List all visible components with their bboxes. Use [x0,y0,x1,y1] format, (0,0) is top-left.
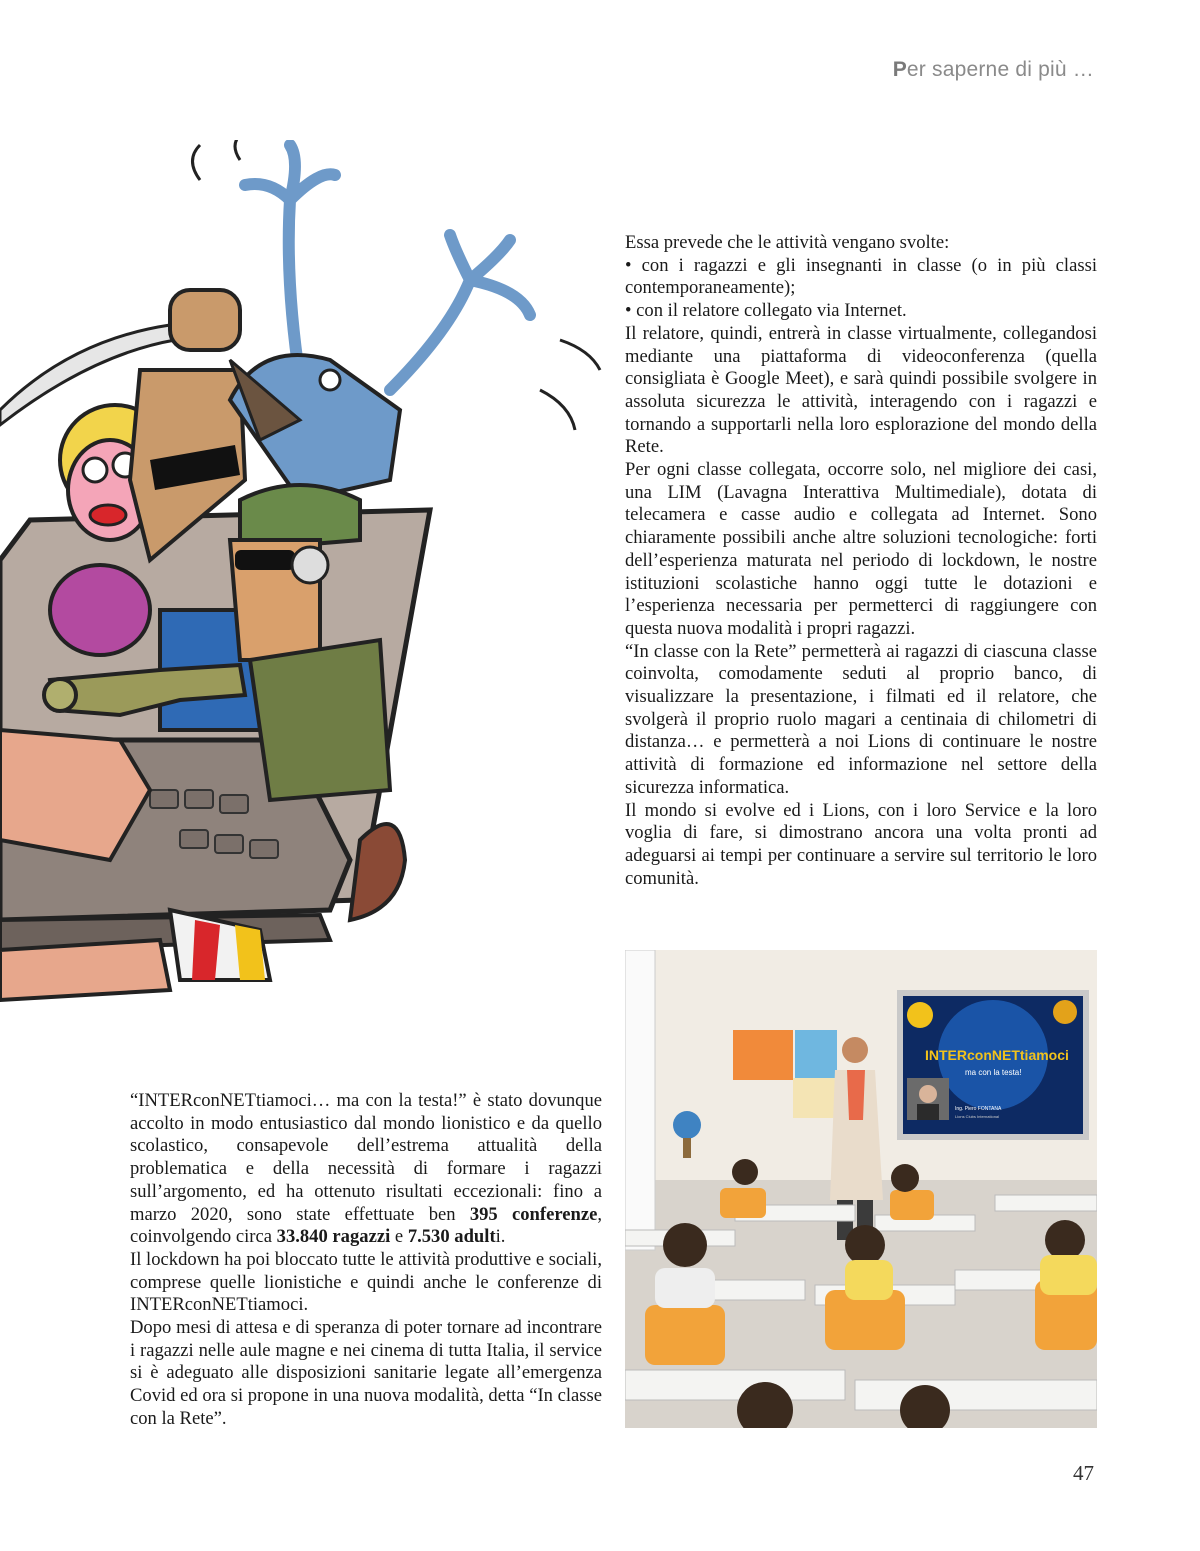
screen-title: INTERconNETtiamoci [925,1047,1069,1063]
right-column [625,232,1097,890]
paragraph: “In classe con la Rete” permetterà ai ragazzi di ciascuna classe coinvolta, comodamente seduti al proprio banco, di visualizzare la presentazione, i filmati ed il relatore, che svolgerà il proprio ruolo magari a centinaia di chilometri di distanza… e permetterà a noi Lions di continuare le nostre attività di formazione ed informazione nel settore della sicurezza informatica. [625,640,1097,798]
header-text: er saperne di più … [906,58,1094,81]
header-initial: P [892,58,907,81]
stat-students: 33.840 ragazzi [276,1226,391,1248]
text-run: i. [495,1226,506,1248]
paragraph: Essa prevede che le attività vengano svolte: [625,232,950,253]
paragraph: Dopo mesi di attesa e di speranza di poter tornare ad incontrare i ragazzi nelle aule magne e nei cinema di tutta Italia, il service si è adeguato alle disposizioni sanitarie legate all’emergenza Covid ed ora si propone in una nuova modalità, detta “In classe con la Rete”. [130,1317,602,1429]
text-run: , coinvolgendo circa [130,1203,602,1248]
classroom-photo [625,950,1097,1428]
text-run: e [390,1226,408,1248]
screen-caption-name: Ing. Piero FONTANA [955,1106,1002,1112]
left-column [130,1090,602,1431]
paragraph: Il relatore, quindi, entrerà in classe virtualmente, collegandosi mediante una piattaforma di videoconferenza (quella consigliata è Google Meet), e sarà quindi possibile svolgere in assoluta sicurezza le attività, interagendo con i ragazzi e tornando a supportarli nella loro esplorazione del mondo della Rete. [625,322,1097,458]
screen-caption-org: Lions Clubs International [955,1114,1000,1119]
cartoon-illustration [0,140,610,1010]
running-header [893,58,1094,82]
text-run: “INTERconNETtiamoci… ma con la testa!” è stato dovunque accolto in modo entusiastico dal mondo lionistico e da quello scolastico, consapevole dell’estrema attualità della problematica e della necessità di formare i ragazzi sull’argomento, ed ha ottenuto risultati eccezionali: fino a marzo 2020, sono state effettuate ben [130,1090,602,1225]
bullet-item: • con i ragazzi e gli insegnanti in classe (o in più classi contemporaneamente); [625,254,1097,299]
stat-conferences: 395 conferenze [469,1203,598,1225]
page-number: 47 [1073,1461,1094,1485]
screen-subtitle: ma con la testa! [965,1068,1022,1077]
paragraph [130,1090,602,1249]
paragraph: Il mondo si evolve ed i Lions, con i loro Service e la loro voglia di fare, si dimostrano ancora una volta pronti ad adeguarsi ai tempi per continuare a servire sul territorio le loro comunità. [625,799,1097,889]
stat-adults: 7.530 adult [407,1226,496,1248]
paragraph: Per ogni classe collegata, occorre solo, nel migliore dei casi, una LIM (Lavagna Interattiva Multimediale), dotata di telecamera e casse audio e collegata ad Internet. Sono chiaramente possibili anche altre soluzioni tecnologiche: forti dell’esperienza maturata nel periodo di lockdown, le nostre istituzioni scolastiche hanno oggi tutte le dotazioni e l’esperienza necessaria per permetterci di raggiungere con questa nuova modalità i propri ragazzi. [625,459,1097,639]
paragraph: Il lockdown ha poi bloccato tutte le attività produttive e sociali, comprese quelle lionistiche e quindi anche le conferenze di INTERconNETtiamoci. [130,1248,602,1316]
bullet-item: • con il relatore collegato via Internet. [625,300,907,322]
